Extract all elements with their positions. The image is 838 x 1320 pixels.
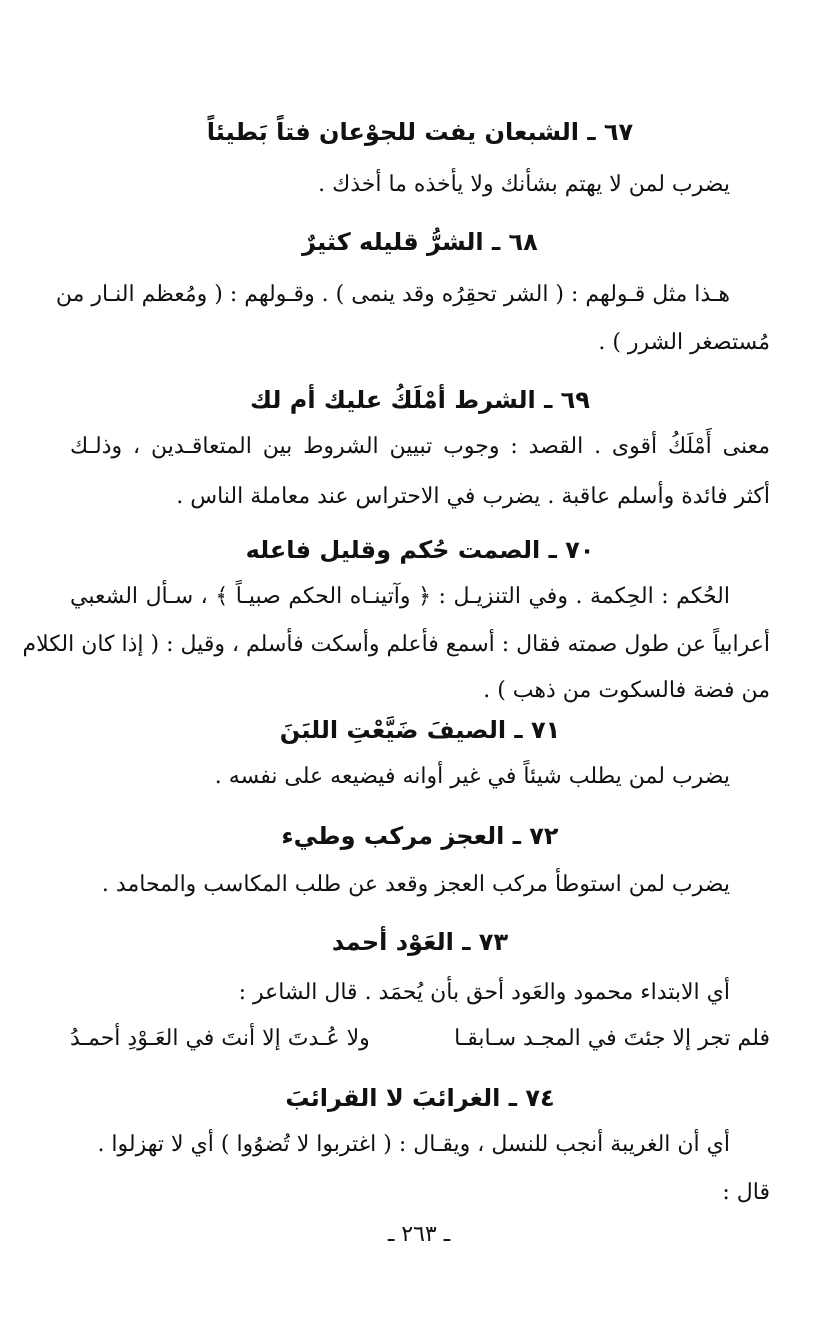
entry-69-heading: ٦٩ ـ الشرط أمْلَكُ عليك أم لك [250, 386, 590, 414]
entry-71-heading: ٧١ ـ الصيفَ ضَيَّعْتِ اللبَنَ [279, 716, 561, 744]
entry-68-text-line-1: هـذا مثل قـولهم : ( الشر تحقِرُه وقد ينمى ) . وقـولهم : ( ومُعظم النـار من [55, 282, 730, 307]
document-page [22, 0, 770, 1320]
entry-73-verse [70, 1026, 770, 1051]
entry-67-heading: ٦٧ ـ الشبعان يفت للجوْعان فتاً بَطيئاً [206, 118, 634, 146]
entry-73-text-line-1: أي الابتداء محمود والعَود أحق بأن يُحمَد . قال الشاعر : [238, 980, 730, 1005]
verse-second-hemistich: ولا عُـدتَ إلا أنتَ في العَـوْدِ أحمـدُ [70, 1026, 370, 1051]
entry-70-text-line-2: أعرابياً عن طول صمته فقال : أسمع فأعلم وأسكت فأسلم ، وقيل : ( إذا كان الكلام [22, 632, 770, 657]
entry-70-text-line-1: الحُكم : الحِكمة . وفي التنزيـل : ﴿ وآتينـاه الحكم صبيـاً ﴾ ، سـأل الشعبي [70, 584, 730, 609]
entry-71-text-line-1: يضرب لمن يطلب شيئاً في غير أوانه فيضيعه على نفسه . [214, 764, 730, 789]
verse-first-hemistich: فلم تجر إلا جئتَ في المجـد سـابقـا [454, 1026, 770, 1051]
entry-74-text-line-2: قال : [722, 1180, 770, 1205]
entry-70-heading: ٧٠ ـ الصمت حُكم وقليل فاعله [245, 536, 595, 564]
entry-68-text-line-2: مُستصغر الشرر ) . [598, 330, 770, 355]
entry-68-heading: ٦٨ ـ الشرُّ قليله كثيرٌ [302, 228, 538, 256]
entry-69-text-line-2: أكثر فائدة وأسلم عاقبة . يضرب في الاحتراس عند معاملة الناس . [176, 484, 770, 509]
page-number: ـ ٢٦٣ ـ [387, 1222, 451, 1247]
entry-70-text-line-3: من فضة فالسكوت من ذهب ) . [483, 678, 770, 703]
entry-73-heading: ٧٣ ـ العَوْد أحمد [331, 928, 509, 956]
entry-72-text-line-1: يضرب لمن استوطأ مركب العجز وقعد عن طلب المكاسب والمحامد . [101, 872, 730, 897]
entry-72-heading: ٧٢ ـ العجز مركب وطيء [281, 822, 559, 850]
entry-67-text-line-1: يضرب لمن لا يهتم بشأنك ولا يأخذه ما أخذك . [318, 172, 730, 197]
entry-69-text-line-1: معنى أَمْلَكُ أقوى . القصد : وجوب تبيين الشروط بين المتعاقـدين ، وذلـك [70, 434, 770, 459]
entry-74-heading: ٧٤ ـ الغرائبَ لا القرائبَ [285, 1084, 555, 1112]
entry-74-text-line-1: أي أن الغريبة أنجب للنسل ، ويقـال : ( اغتربوا لا تُضوُوا ) أي لا تهزلوا . [97, 1132, 730, 1157]
